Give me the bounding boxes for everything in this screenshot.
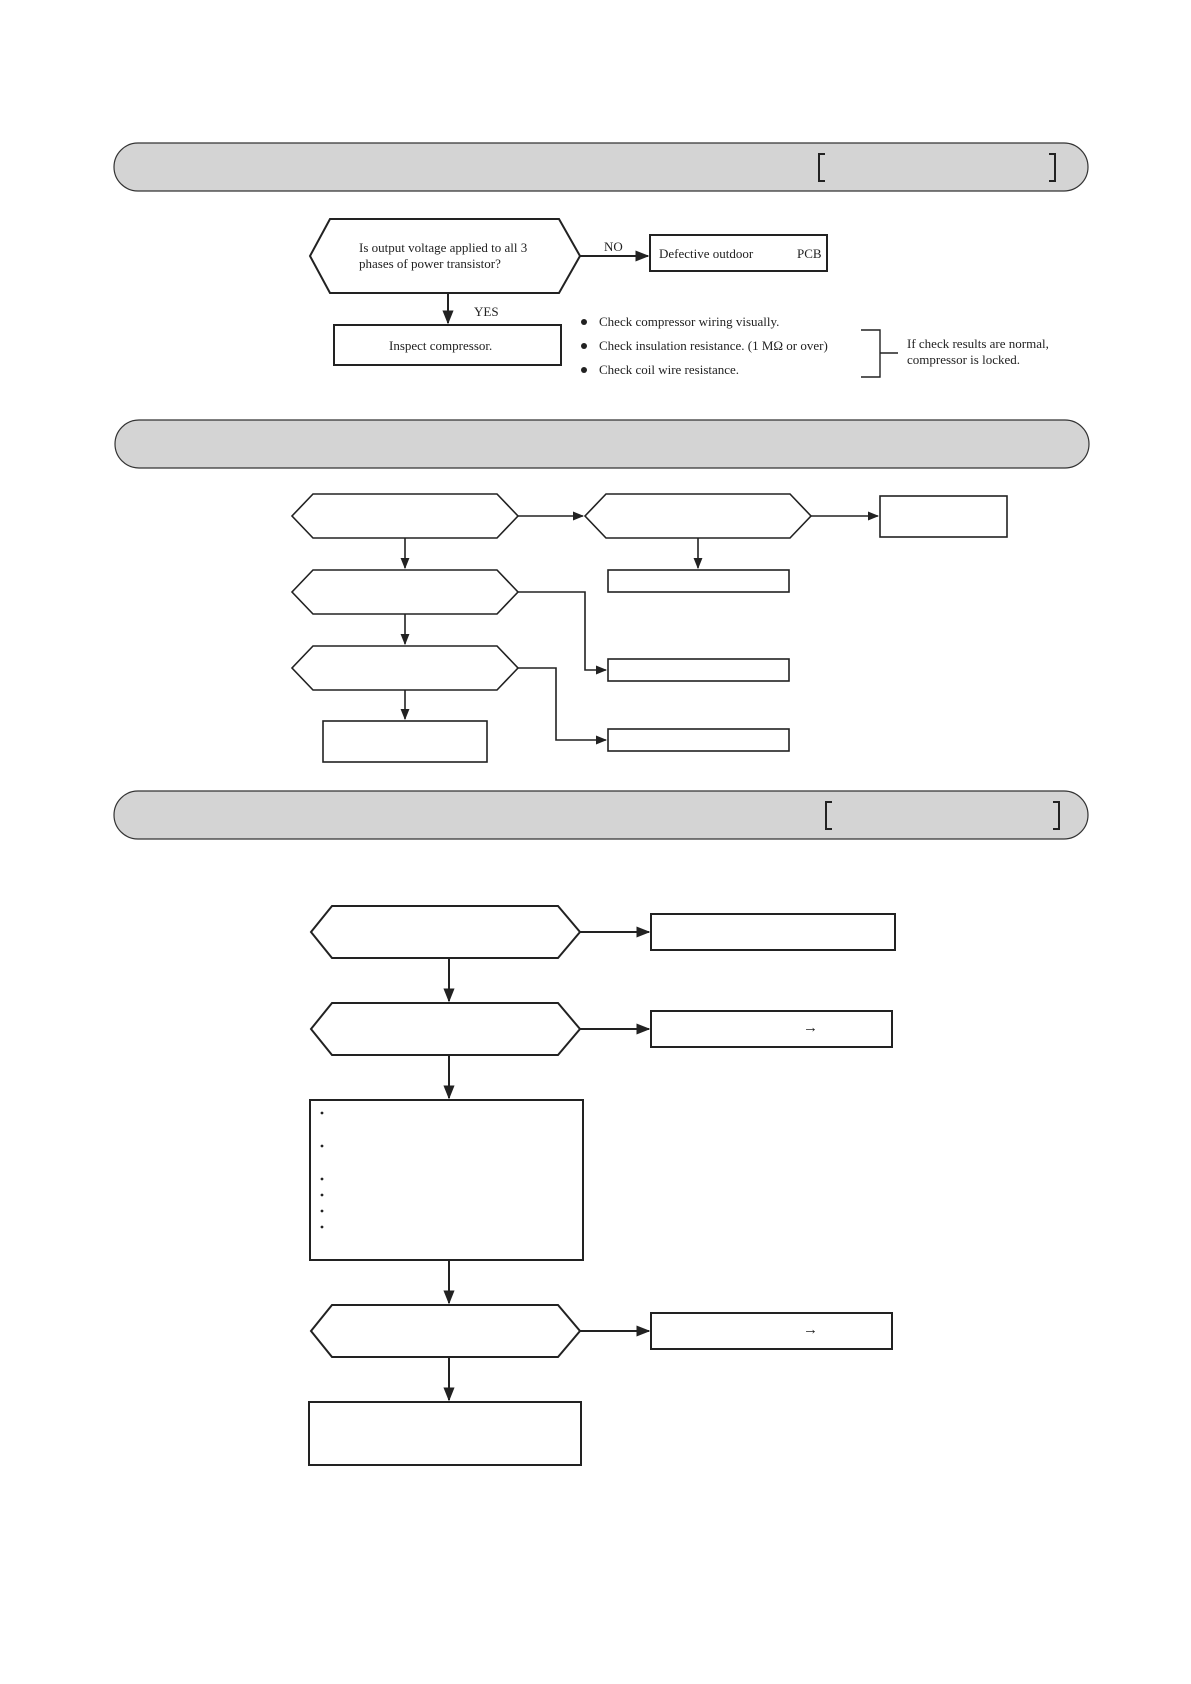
flow2-shapes — [292, 494, 1007, 762]
flow1-defective-text: Defective outdoor — [659, 246, 754, 261]
flow1-no-label: NO — [604, 239, 623, 254]
flow1-check-item — [581, 361, 739, 378]
flow3-box-1 — [651, 914, 895, 950]
section-header-3 — [114, 791, 1088, 839]
flow2-arrow-c-right — [518, 592, 606, 670]
flow3-shapes — [309, 906, 895, 1465]
flow3-box-3-arrow-glyph: → — [803, 1322, 818, 1338]
flow1-yes-label: YES — [474, 304, 499, 319]
flow3-box-3 — [651, 1313, 892, 1349]
flow3-box-2-arrow-glyph: → — [803, 1020, 818, 1036]
flow2-decision-c — [292, 570, 518, 614]
flow2-decision-a — [292, 494, 518, 538]
flow2-box-d-result — [608, 729, 789, 751]
flow3-decision-1 — [311, 906, 580, 958]
flow1-result-line1: If check results are normal, — [907, 336, 1049, 351]
flow1-defective-suffix: PCB — [797, 246, 822, 261]
flow3-decision-2 — [311, 1003, 580, 1055]
flow2-box-c-result — [608, 659, 789, 681]
flow1-inspect-text: Inspect compressor. — [389, 338, 493, 353]
flow3-decision-3 — [311, 1305, 580, 1357]
flow1-check-text: Check insulation resistance. (1 MΩ or over) — [599, 338, 828, 353]
flow1-decision-line2: phases of power transistor? — [359, 256, 501, 271]
flow3-check-list-box — [310, 1100, 583, 1260]
flow2-box-final — [323, 721, 487, 762]
flow2-decision-d — [292, 646, 518, 690]
flow3-list-bullets — [321, 1112, 324, 1229]
flow2-decision-b — [585, 494, 811, 538]
section-header-1 — [114, 143, 1088, 191]
bullet-dot-icon — [581, 367, 587, 373]
bullet-dot-icon — [581, 319, 587, 325]
flow1-check-text: Check coil wire resistance. — [599, 362, 740, 377]
flow1-check-item — [581, 337, 828, 354]
section-header-2 — [115, 420, 1089, 468]
flow1-check-item — [581, 313, 779, 330]
flow1-decision-line1: Is output voltage applied to all 3 — [359, 240, 528, 255]
flow3-box-2 — [651, 1011, 892, 1047]
flow2-box-b-result — [608, 570, 789, 592]
flow3-box-final — [309, 1402, 581, 1465]
flow1-check-text: Check compressor wiring visually. — [599, 314, 780, 329]
bullet-dot-icon — [581, 343, 587, 349]
flow2-box-far-right — [880, 496, 1007, 537]
flow2-arrow-d-right — [518, 668, 606, 740]
flow1-check-bracket — [861, 330, 898, 377]
flow1-result-line2: compressor is locked. — [907, 352, 1021, 367]
